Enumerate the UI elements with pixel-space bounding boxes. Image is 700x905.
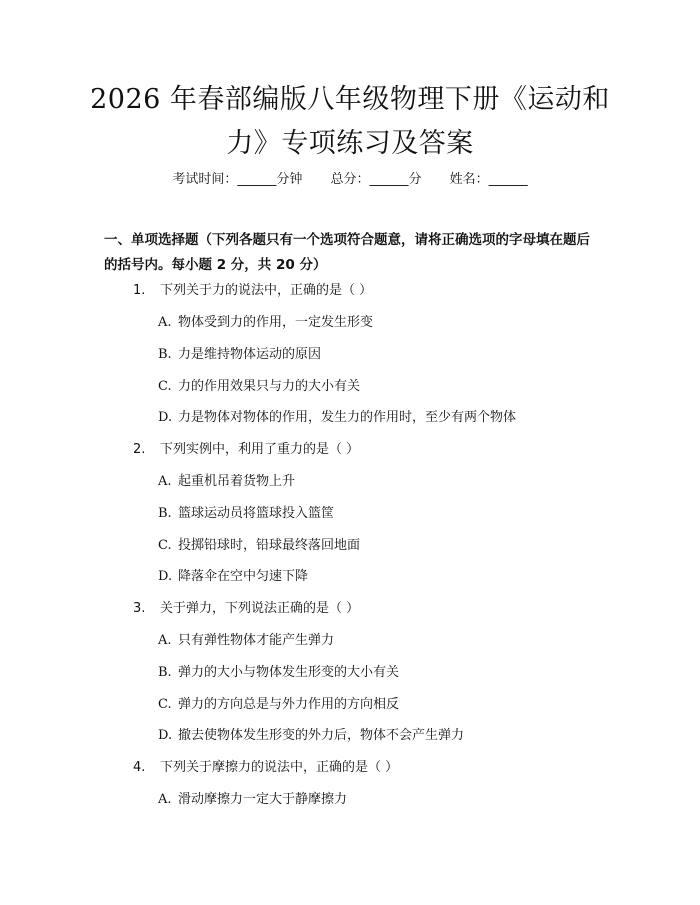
question-number: 4. — [133, 760, 146, 775]
option-letter: A. — [158, 633, 172, 648]
option-item — [158, 314, 373, 332]
student-name-field: 姓名：______ — [449, 172, 528, 187]
question-text: 下列关于力的说法中，正确的是（ ） — [160, 283, 373, 298]
option-letter: C. — [158, 379, 172, 394]
option-text: 力的作用效果只与力的大小有关 — [178, 379, 361, 394]
option-letter: D. — [158, 569, 173, 584]
question-text: 下列实例中，利用了重力的是（ ） — [160, 442, 360, 457]
option-text: 只有弹性物体才能产生弹力 — [178, 633, 335, 648]
option-item — [158, 568, 308, 586]
option-text: 力是物体对物体的作用，发生力的作用时，至少有两个物体 — [178, 410, 517, 425]
page-title — [60, 78, 640, 166]
option-item — [158, 696, 399, 714]
question-1 — [133, 282, 372, 300]
option-letter: B. — [158, 506, 172, 521]
option-text: 起重机吊着货物上升 — [178, 474, 296, 489]
option-item — [158, 473, 295, 491]
option-text: 物体受到力的作用，一定发生形变 — [178, 315, 374, 330]
option-item — [158, 727, 464, 745]
option-text: 投掷铅球时，铅球最终落回地面 — [178, 538, 361, 553]
option-item — [158, 505, 334, 523]
question-4 — [133, 759, 398, 777]
question-2 — [133, 441, 359, 459]
section-heading: 一、单项选择题（下列各题只有一个选项符合题意，请将正确选项的字母填在题后的括号内。每小题 2 分，共 20 分） — [104, 232, 590, 273]
option-letter: D. — [158, 410, 173, 425]
option-item — [158, 378, 360, 396]
option-text: 降落伞在空中匀速下降 — [178, 569, 309, 584]
question-text: 关于弹力，下列说法正确的是（ ） — [160, 601, 360, 616]
option-item — [158, 346, 321, 364]
option-item — [158, 632, 334, 650]
option-item — [158, 791, 347, 809]
option-letter: A. — [158, 474, 172, 489]
option-text: 篮球运动员将篮球投入篮筐 — [178, 506, 335, 521]
option-letter: B. — [158, 347, 172, 362]
total-score-field: 总分：______分 — [330, 172, 422, 187]
title-line-1: 2026 年春部编版八年级物理下册《运动和 — [90, 84, 610, 115]
option-letter: A. — [158, 315, 172, 330]
option-item — [158, 537, 360, 555]
option-text: 滑动摩擦力一定大于静摩擦力 — [178, 792, 348, 807]
question-number: 1. — [133, 283, 146, 298]
option-letter: B. — [158, 665, 172, 680]
option-item — [158, 409, 516, 427]
question-text: 下列关于摩擦力的说法中，正确的是（ ） — [160, 760, 399, 775]
option-letter: C. — [158, 538, 172, 553]
option-text: 弹力的方向总是与外力作用的方向相反 — [178, 697, 400, 712]
exam-meta — [0, 168, 700, 187]
option-text: 弹力的大小与物体发生形变的大小有关 — [178, 665, 400, 680]
exam-time-field: 考试时间：______分钟 — [172, 172, 303, 187]
title-line-2: 力》专项练习及答案 — [226, 128, 474, 159]
option-letter: C. — [158, 697, 172, 712]
question-number: 2. — [133, 442, 146, 457]
option-text: 力是维持物体运动的原因 — [178, 347, 322, 362]
question-3 — [133, 600, 359, 618]
option-text: 撤去使物体发生形变的外力后，物体不会产生弹力 — [178, 728, 465, 743]
option-letter: D. — [158, 728, 173, 743]
option-item — [158, 664, 399, 682]
question-number: 3. — [133, 601, 146, 616]
option-letter: A. — [158, 792, 172, 807]
